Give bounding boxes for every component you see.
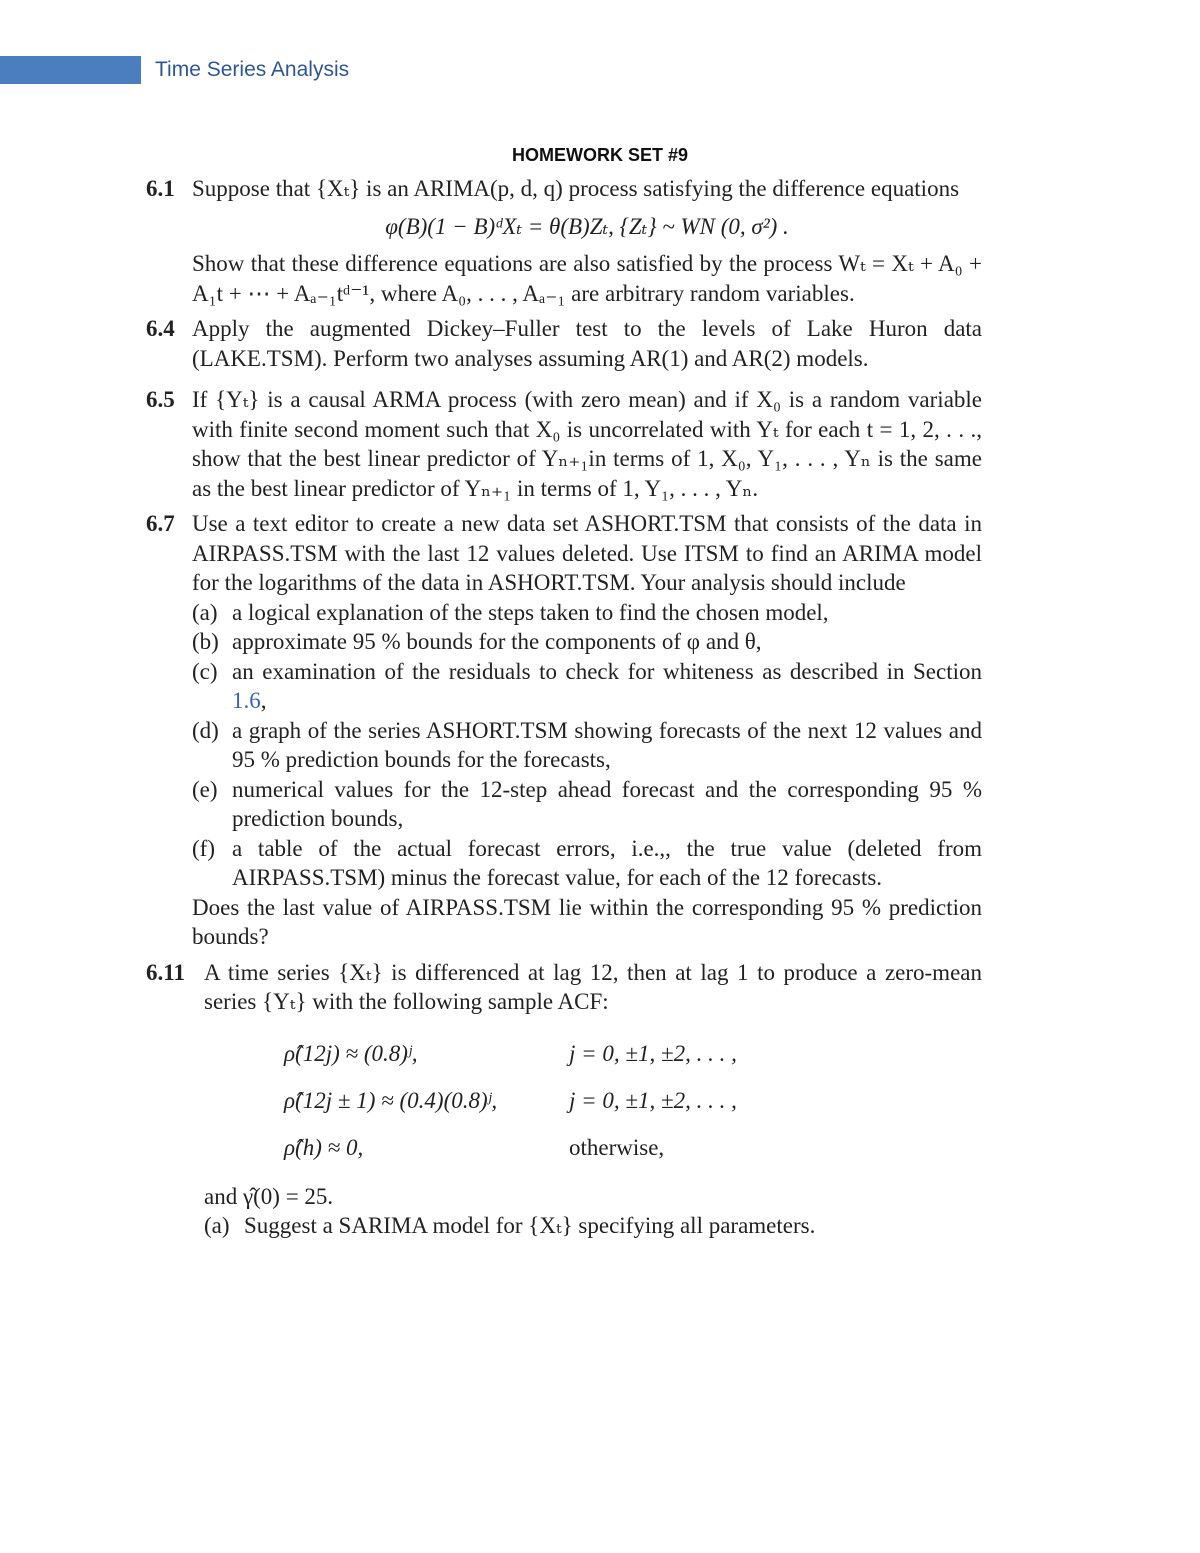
problem-6-5 bbox=[146, 385, 982, 503]
header-accent-bar bbox=[0, 56, 141, 84]
running-header-title: Time Series Analysis bbox=[155, 58, 350, 81]
sub-question-a bbox=[192, 598, 982, 628]
sub-question-text: approximate 95 % bounds for the components of φ and θ, bbox=[232, 629, 762, 654]
sub-question-label: (a) bbox=[192, 599, 218, 625]
acf-expression: ρ̂(h) ≈ 0, bbox=[284, 1135, 364, 1161]
sub-question-d bbox=[192, 716, 982, 775]
sub-question-label: (d) bbox=[192, 717, 219, 743]
sub-question-label: (a) bbox=[204, 1213, 230, 1238]
sub-question-e bbox=[192, 775, 982, 834]
sub-question-c bbox=[192, 657, 982, 716]
problem-number: 6.7 bbox=[146, 511, 175, 536]
problem-intro: Suppose that {Xₜ} is an ARIMA(p, d, q) process satisfying the difference equations bbox=[192, 176, 960, 201]
sub-question-text: a graph of the series ASHORT.TSM showing forecasts of the next 12 values and 95 % prediction bounds for the forecasts, bbox=[232, 717, 982, 772]
sub-question-label: (c) bbox=[192, 658, 218, 684]
problem-intro: Use a text editor to create a new data set ASHORT.TSM that consists of the data in AIRPASS.TSM with the last 12 values deleted. Use ITSM to find an ARIMA model for the logarithms of the data in ASHORT.TSM. Your analysis should include bbox=[192, 511, 982, 595]
sub-question-text: an examination of the residuals to check for whiteness as described in Section bbox=[232, 658, 982, 684]
problem-body: Apply the augmented Dickey–Fuller test to the levels of Lake Huron data (LAKE.TSM). Perform two analyses assuming AR(1) and AR(2) models. bbox=[192, 316, 982, 371]
problem-6-11 bbox=[146, 958, 982, 1241]
sample-acf-table bbox=[284, 1031, 737, 1172]
acf-condition: j = 0, ±1, ±2, . . . , bbox=[569, 1041, 737, 1067]
sub-question-text: numerical values for the 12-step ahead forecast and the corresponding 95 % prediction bounds, bbox=[232, 776, 982, 831]
problem-list bbox=[146, 174, 982, 1241]
document-title: HOMEWORK SET #9 bbox=[511, 145, 689, 165]
sub-question-text: a logical explanation of the steps taken to find the chosen model, bbox=[232, 599, 829, 625]
problem-number: 6.11 bbox=[146, 959, 185, 985]
problem-6-4 bbox=[146, 314, 982, 373]
acf-condition: j = 0, ±1, ±2, . . . , bbox=[569, 1088, 737, 1114]
problem-number: 6.5 bbox=[146, 387, 175, 412]
sub-question-list bbox=[192, 598, 982, 893]
sub-question-b bbox=[192, 627, 982, 657]
sub-question-text: a table of the actual forecast errors, i.e.,, the true value (deleted from AIRPASS.TSM) minus the forecast value, for each of the 12 forecasts. bbox=[232, 835, 982, 890]
problem-body: Show that these difference equations are also satisfied by the process Wₜ = Xₜ + A₀ + A₁t + ⋯ + Aₐ₋₁tᵈ⁻¹, where A₀, . . . , Aₐ₋₁ are arbitrary random variables. bbox=[192, 251, 982, 306]
sub-question-a bbox=[204, 1211, 982, 1241]
acf-row bbox=[284, 1078, 737, 1125]
problem-6-1 bbox=[146, 174, 982, 308]
section-link[interactable]: 1.6 bbox=[232, 688, 261, 713]
problem-number: 6.4 bbox=[146, 316, 175, 341]
problem-6-7 bbox=[146, 509, 982, 952]
acf-row bbox=[284, 1125, 737, 1172]
acf-expression: ρ̂(12j) ≈ (0.8)ʲ, bbox=[284, 1041, 418, 1067]
problem-closing: Does the last value of AIRPASS.TSM lie within the corresponding 95 % prediction bounds? bbox=[192, 894, 982, 949]
acf-row bbox=[284, 1031, 737, 1078]
sub-question-label: (f) bbox=[192, 835, 215, 861]
difference-equation: φ(B)(1 − B)ᵈXₜ = θ(B)Zₜ, {Zₜ} ~ WN (0, σ²) . bbox=[385, 213, 789, 239]
acf-expression: ρ̂(12j ± 1) ≈ (0.4)(0.8)ʲ, bbox=[284, 1088, 498, 1114]
acf-variance-note: and γ̂(0) = 25. bbox=[204, 1183, 334, 1209]
problem-body: If {Yₜ} is a causal ARMA process (with zero mean) and if X₀ is a random variable with finite second moment such that X₀ is uncorrelated with Yₜ for each t = 1, 2, . . ., show that the best linear predictor of Yₙ₊₁in terms of 1, X₀, Y₁, . . . , Yₙ is the same as the best linear predictor of Yₙ₊₁ in terms of 1, Y₁, . . . , Yₙ. bbox=[192, 387, 982, 501]
sub-question-punctuation: , bbox=[260, 688, 267, 713]
problem-intro: A time series {Xₜ} is differenced at lag 12, then at lag 1 to produce a zero-mean series {Yₜ} with the following sample ACF: bbox=[204, 959, 982, 1014]
problem-number: 6.1 bbox=[146, 176, 175, 201]
sub-question-label: (b) bbox=[192, 629, 219, 654]
sub-question-f bbox=[192, 834, 982, 893]
sub-question-label: (e) bbox=[192, 776, 218, 802]
sub-question-text: Suggest a SARIMA model for {Xₜ} specifying all parameters. bbox=[244, 1213, 816, 1238]
acf-condition: otherwise, bbox=[569, 1135, 665, 1161]
